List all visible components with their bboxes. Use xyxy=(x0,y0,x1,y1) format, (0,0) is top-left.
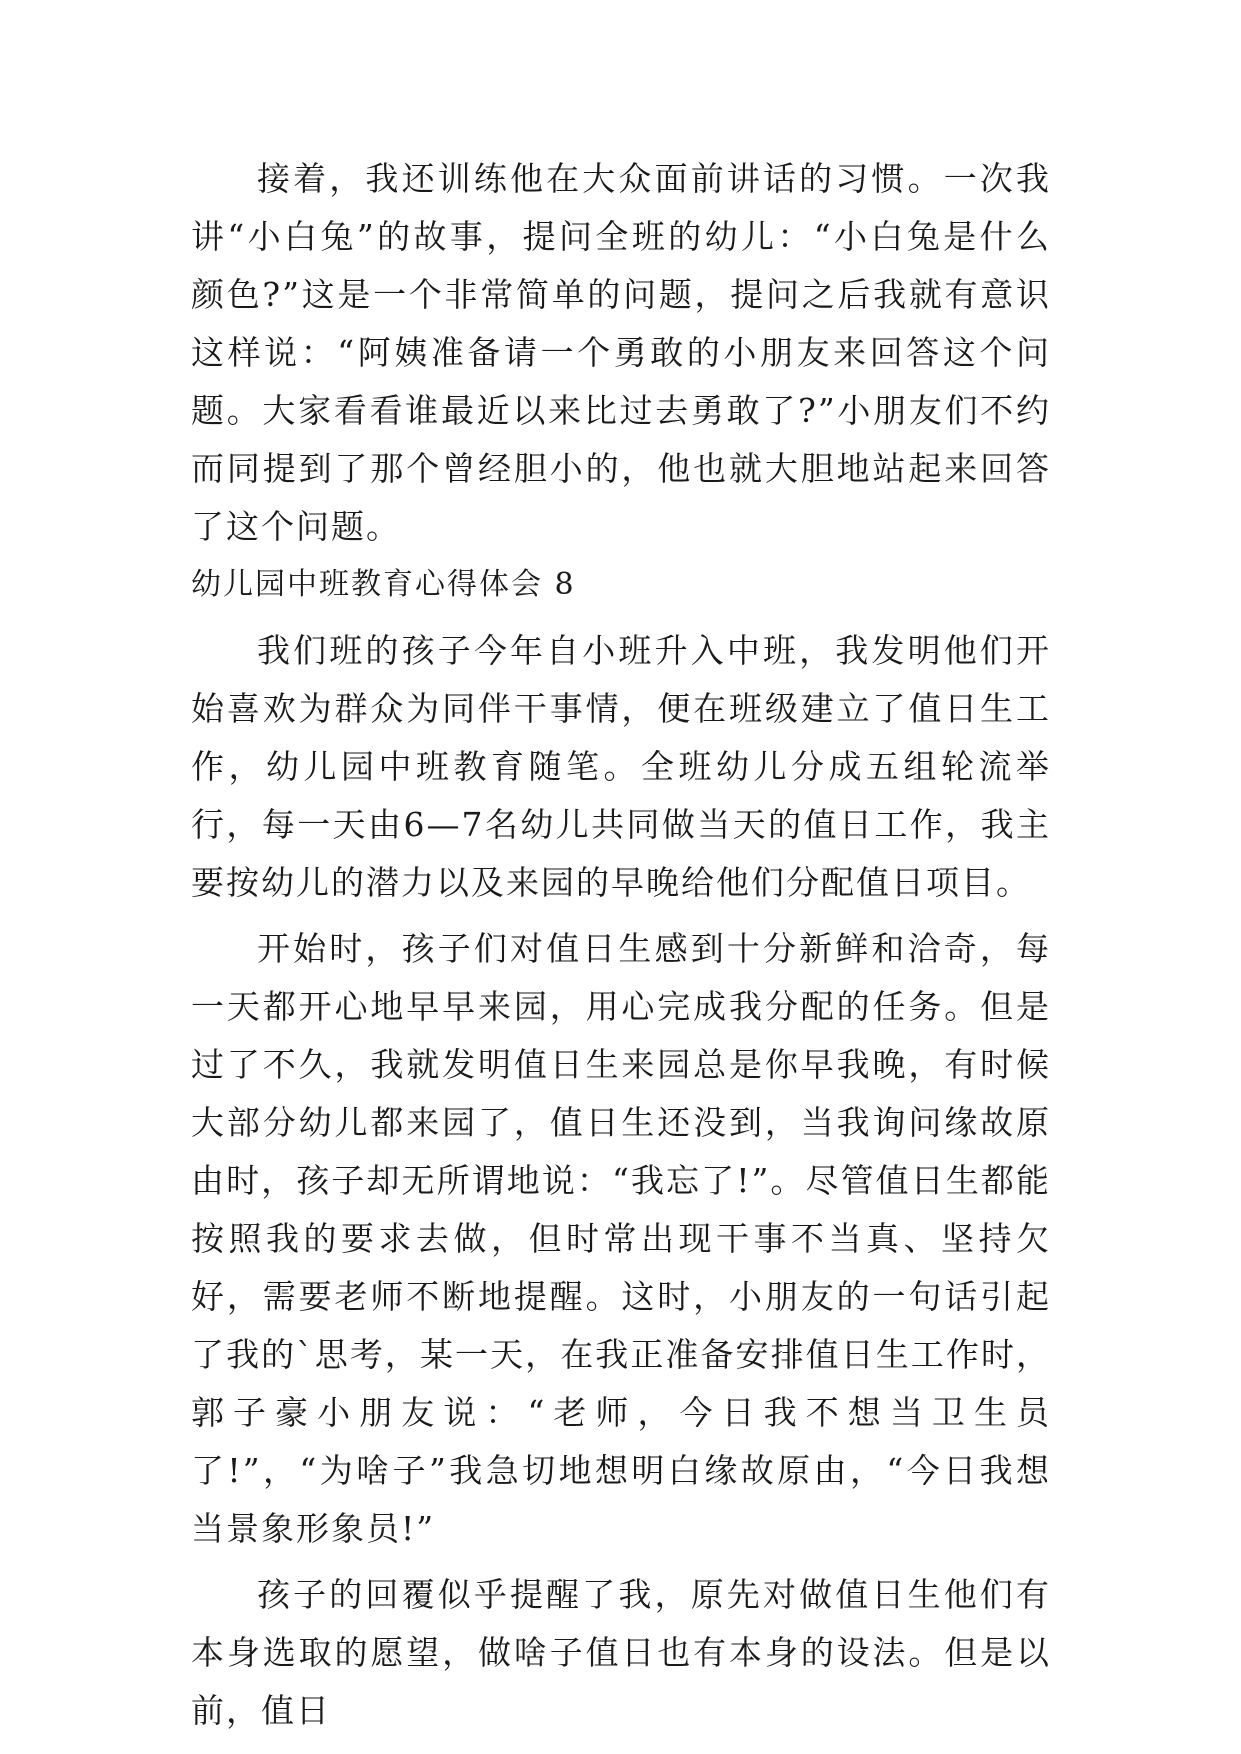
paragraph-1: 接着，我还训练他在大众面前讲话的习惯。一次我讲“小白兔”的故事，提问全班的幼儿：“小白兔是什么颜色?”这是一个非常简单的问题，提问之后我就有意识这样说：“阿姨准备请一个勇敢的小朋友来回答这个问题。大家看看谁最近以来比过去勇敢了?”小朋友们不约而同提到了那个曾经胆小的，他也就大胆地站起来回答了这个问题。 xyxy=(191,159,1051,546)
document-body xyxy=(191,150,1051,1740)
section-heading: 幼儿园中班教育心得体会 8 xyxy=(191,567,576,602)
paragraph-2: 我们班的孩子今年自小班升入中班，我发明他们开始喜欢为群众为同伴干事情，便在班级建立了值日生工作，幼儿园中班教育随笔。全班幼儿分成五组轮流举行，每一天由6—7名幼儿共同做当天的值日工作，我主要按幼儿的潜力以及来园的早晚给他们分配值日项目。 xyxy=(191,631,1051,902)
paragraph-3: 开始时，孩子们对值日生感到十分新鲜和洽奇，每一天都开心地早早来园，用心完成我分配的任务。但是过了不久，我就发明值日生来园总是你早我晚，有时候大部分幼儿都来园了，值日生还没到，当我询问缘故原由时，孩子却无所谓地说：“我忘了!”。尽管值日生都能按照我的要求去做，但时常出现干事不当真、坚持欠好，需要老师不断地提醒。这时，小朋友的一句话引起了我的`思考，某一天，在我正准备安排值日生工作时，郭子豪小朋友说：“老师，今日我不想当卫生员了!”，“为啥子”我急切地想明白缘故原由，“今日我想当景象形象员!” xyxy=(191,929,1051,1548)
paragraph-4: 孩子的回覆似乎提醒了我，原先对做值日生他们有本身选取的愿望，做啥子值日也有本身的设法。但是以前，值日 xyxy=(191,1575,1051,1730)
